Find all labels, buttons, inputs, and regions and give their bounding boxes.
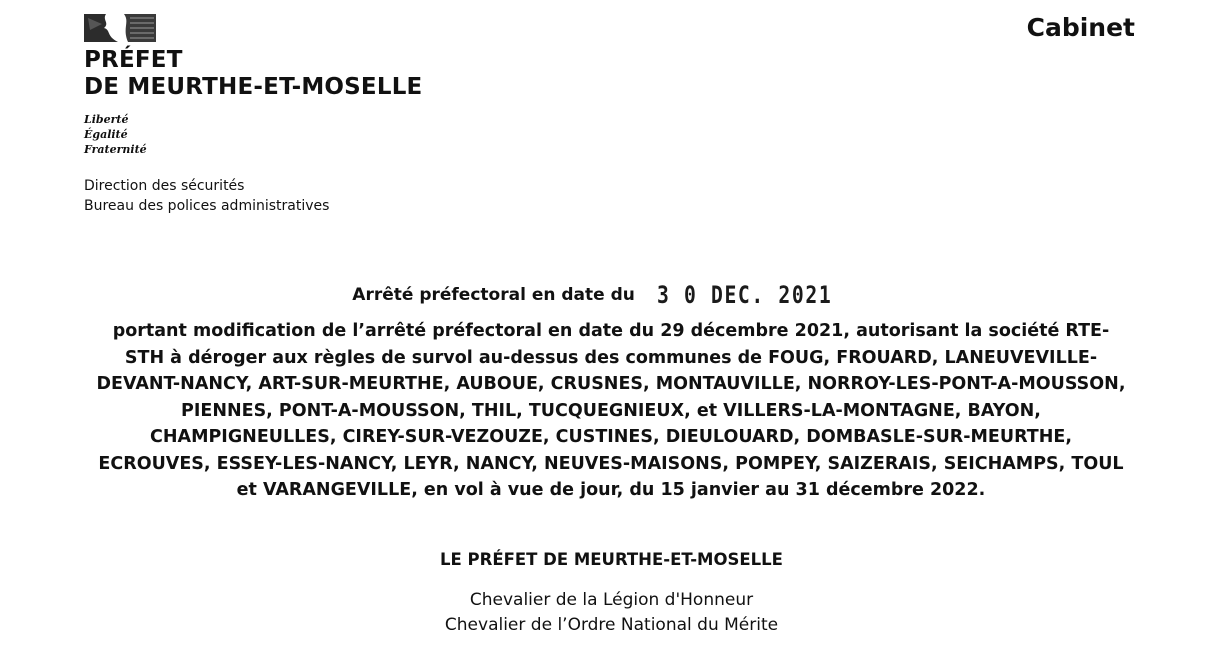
- motto-egalite: Égalité: [84, 128, 128, 141]
- date-stamp: 3 0 DEC. 2021: [656, 281, 833, 309]
- cabinet-label: Cabinet: [1026, 13, 1135, 42]
- republic-motto: [84, 112, 147, 157]
- bureau-name: Bureau des polices administratives: [84, 198, 330, 214]
- prefect-title-line1: PRÉFET: [84, 47, 183, 73]
- marianne-logo-icon: [84, 14, 156, 42]
- honour-ordre-national: Chevalier de l’Ordre National du Mérite: [444, 615, 779, 635]
- signatory-honours: [0, 588, 1223, 638]
- signatory-title: LE PRÉFET DE MEURTHE-ET-MOSELLE: [440, 550, 783, 569]
- motto-liberte: Liberté: [84, 113, 129, 126]
- issuing-service: [84, 176, 329, 216]
- honour-legion: Chevalier de la Légion d'Honneur: [469, 590, 754, 610]
- decree-subject: portant modification de l’arrêté préfectoral en date du 29 décembre 2021, autorisant la société RTE-STH à déroger aux règles de survol au-dessus des communes de FOUG, FROUARD, LANEUVEVILLE-DEVANT-NANCY, ART-SUR-MEURTHE, AUBOUE, CRUSNES, MONTAUVILLE, NORROY-LES-PONT-A-MOUSSON, PIENNES, PONT-A-MOUSSON, THIL, TUCQUEGNIEUX, et VILLERS-LA-MONTAGNE, BAYON, CHAMPIGNEULLES, CIREY-SUR-VEZOUZE, CUSTINES, DIEULOUARD, DOMBASLE-SUR-MEURTHE, ECROUVES, ESSEY-LES-NANCY, LEYR, NANCY, NEUVES-MAISONS, POMPEY, SAIZERAIS, SEICHAMPS, TOUL et VARANGEVILLE, en vol à vue de jour, du 15 janvier au 31 décembre 2022.: [96, 321, 1126, 500]
- direction-name: Direction des sécurités: [84, 178, 245, 194]
- decree-heading: [0, 281, 1223, 309]
- prefecture-title: [84, 47, 422, 101]
- decree-label: Arrêté préfectoral en date du: [352, 285, 635, 305]
- motto-fraternite: Fraternité: [84, 143, 147, 156]
- prefect-title-line2: DE MEURTHE-ET-MOSELLE: [84, 74, 423, 100]
